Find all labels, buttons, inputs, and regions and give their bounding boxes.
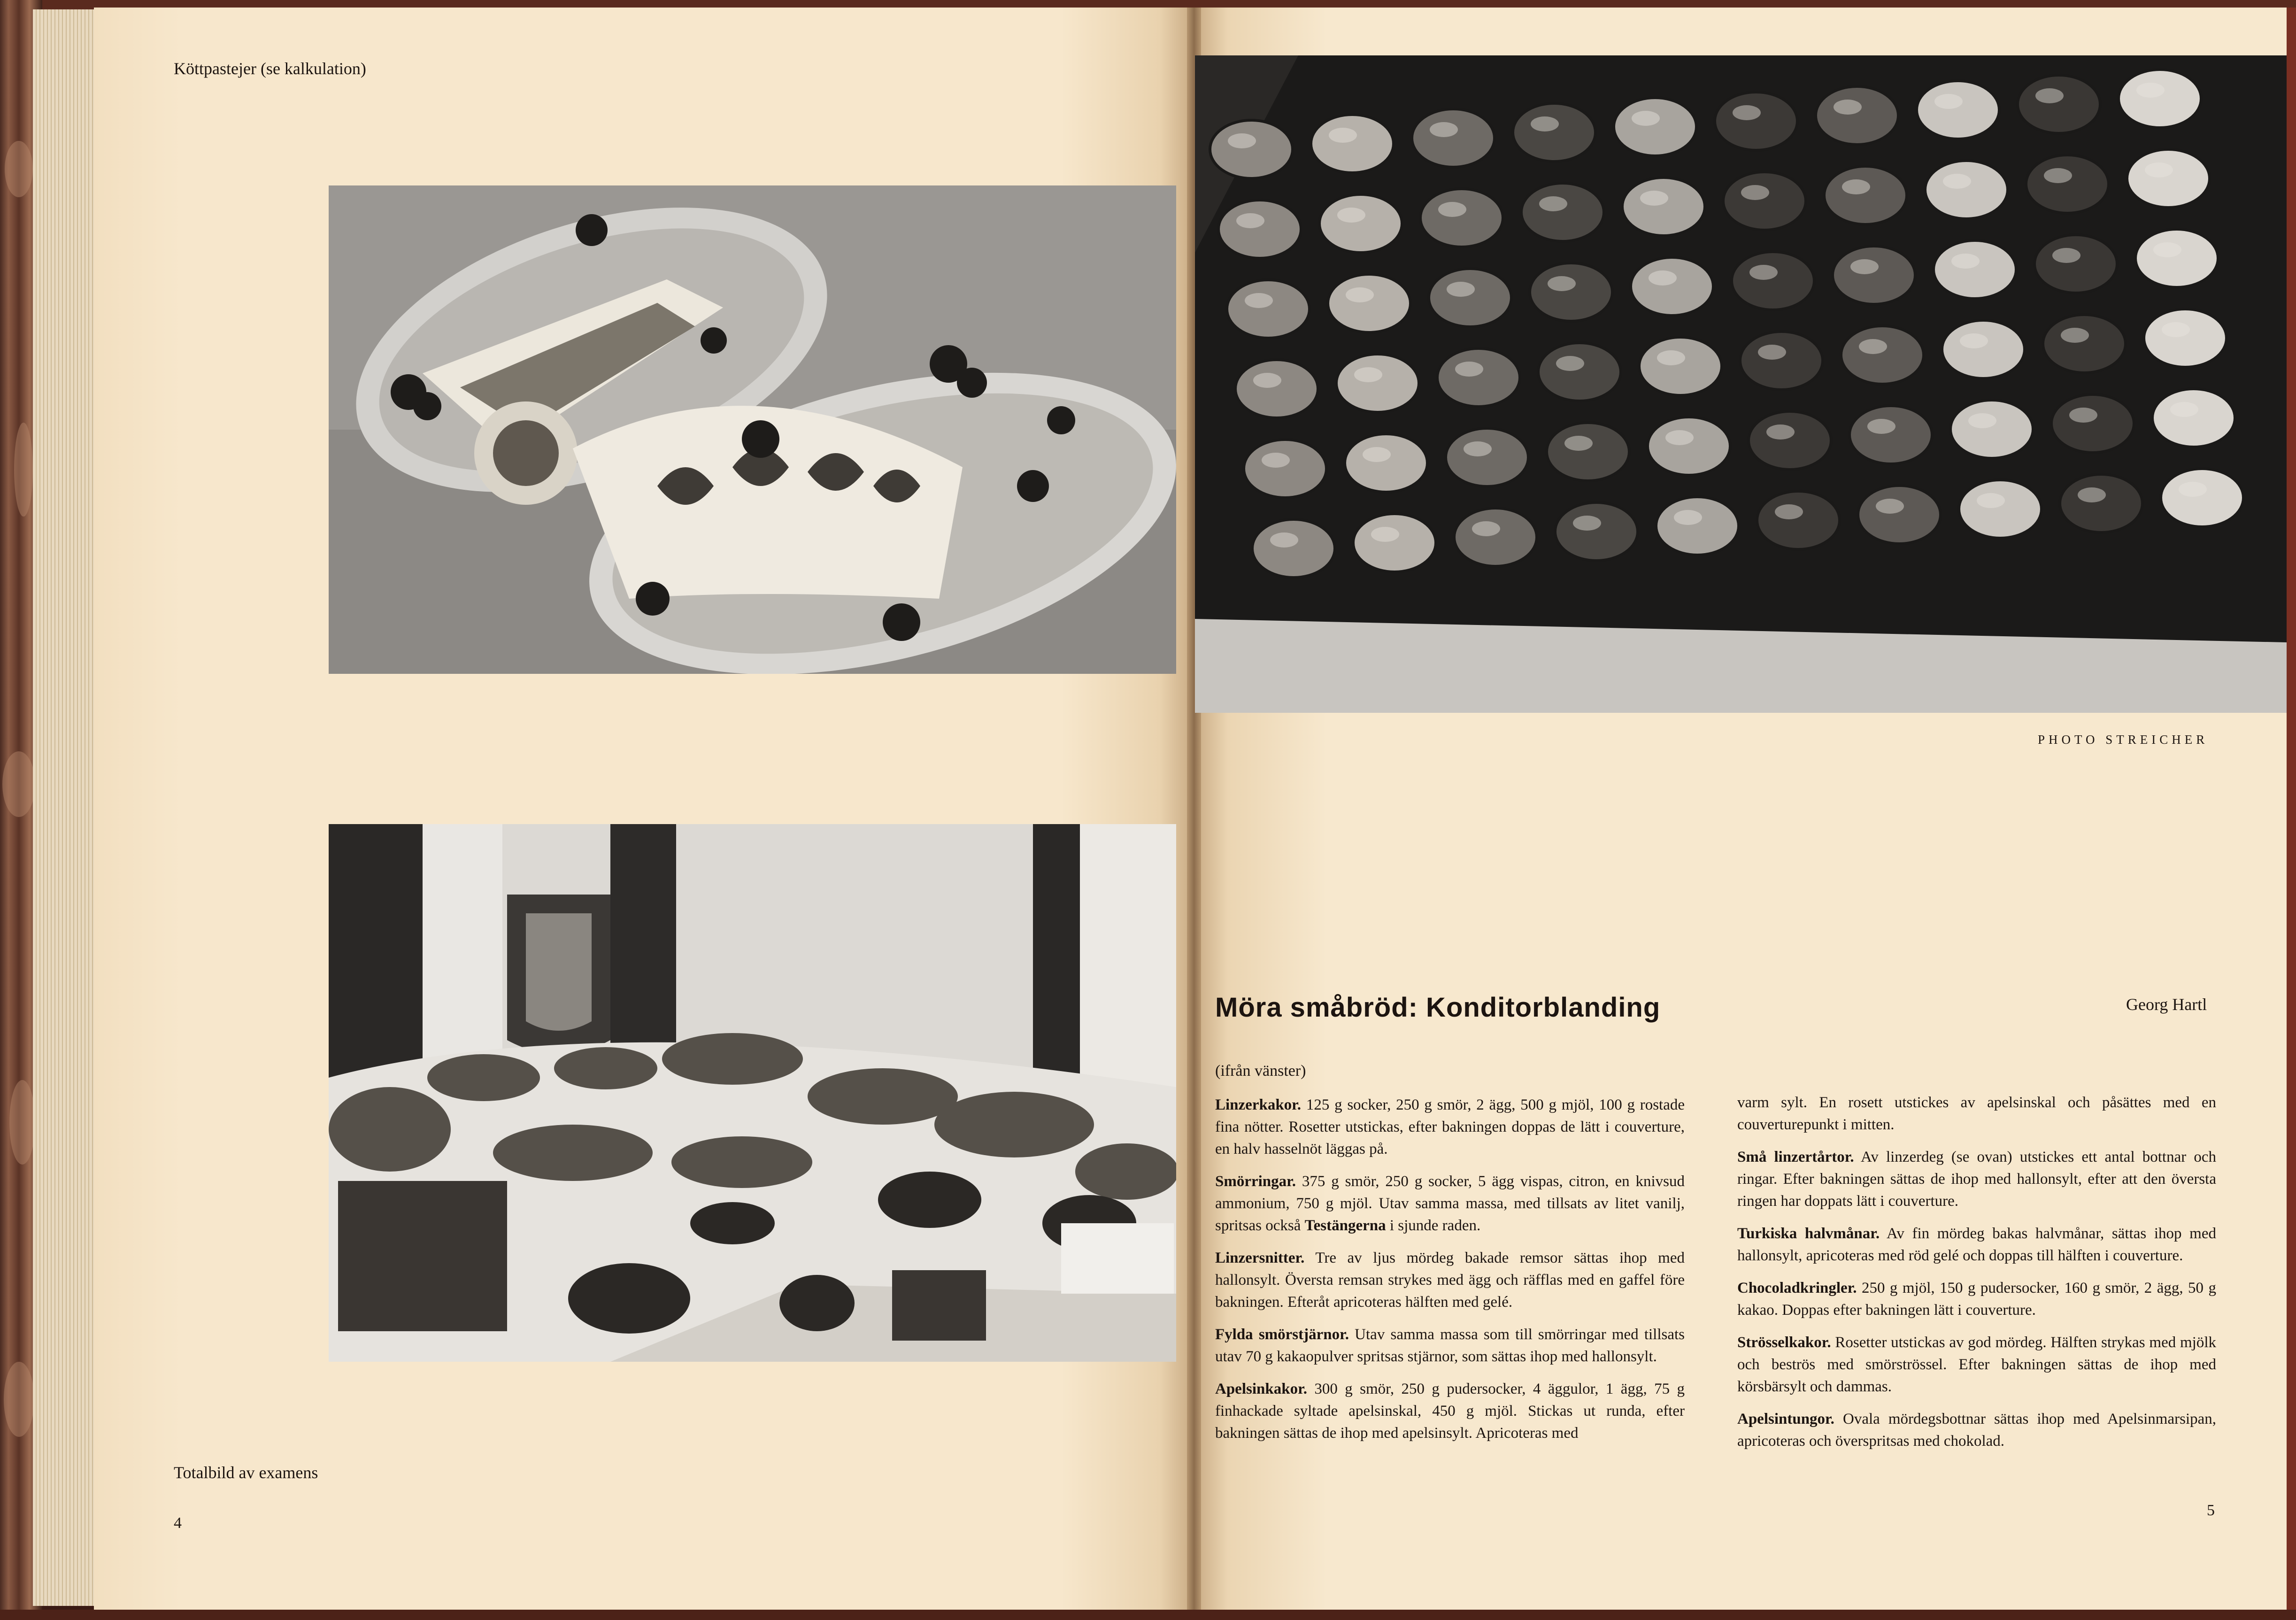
cookie-highlight [1531, 116, 1559, 131]
recipe-name: Linzerkakor. [1215, 1096, 1302, 1113]
recipe-paragraph [1737, 1092, 2216, 1136]
recipe-text: 125 g socker, 250 g smör, 2 ägg, 500 g mjöl, 100 g rostade fina nötter. Rosetter utstickas, efter bakningen doppas de lätt i couverture, en halv hasselnöt läggas på. [1215, 1096, 1685, 1157]
cookie [2127, 149, 2210, 208]
cookie-highlight [2044, 168, 2072, 183]
meat-pies-photo [329, 185, 1176, 674]
cookie [1521, 183, 1604, 241]
cookie [1639, 337, 1722, 395]
recipe-name: Små linzertårtor. [1737, 1149, 1854, 1165]
cookie [1740, 332, 1823, 390]
recipe-paragraph [1737, 1332, 2216, 1398]
recipe-paragraph [1737, 1146, 2216, 1212]
cookie-highlight [1842, 179, 1870, 194]
cookie [1723, 172, 1806, 230]
cookie-highlight [2069, 408, 2097, 423]
cookie-highlight [2061, 328, 2089, 343]
cookie-highlight [2052, 248, 2080, 263]
cookie [1345, 434, 1427, 492]
recipe-text: 375 g smör, 250 g socker, 5 ägg vispas, citron, en knivsud ammonium, 750 g mjöl. Utav samma massa, med tillsats av litet vanilj, spritsas också [1215, 1173, 1685, 1234]
cookie-highlight [1960, 333, 1988, 348]
recipe-paragraph [1215, 1378, 1685, 1444]
recipe-emphasis: Testängerna [1304, 1217, 1386, 1234]
cookie [1959, 480, 2042, 538]
cookies-photo [1195, 55, 2287, 713]
cookie-highlight [1749, 265, 1778, 280]
cookie [1622, 177, 1705, 236]
cookie [1749, 411, 1831, 470]
cookie [1412, 109, 1495, 167]
recipe-text: 250 g mjöl, 150 g pudersocker, 160 g smör, 2 ägg, 50 g kakao. Doppas efter bakningen lätt i couverture. [1737, 1280, 2216, 1319]
cookie-highlight [2153, 242, 2181, 257]
cookie-highlight [2078, 487, 2106, 502]
recipe-column-right [1737, 1092, 2216, 1463]
cookie [1614, 98, 1696, 156]
cookie [1328, 274, 1410, 332]
page-number-left: 4 [174, 1514, 182, 1532]
cookie-highlight [1354, 367, 1382, 382]
cookie [2144, 309, 2227, 367]
cookie-highlight [1876, 499, 1904, 514]
cookie-highlight [1245, 293, 1273, 308]
recipe-name: Linzersnitter. [1215, 1250, 1305, 1266]
cookie [2034, 235, 2117, 293]
cookie [1353, 514, 1436, 572]
photo-caption: Totalbild av examens [174, 1463, 318, 1482]
cookie-highlight [1371, 527, 1399, 542]
cookie [1950, 400, 2033, 458]
cookie [2026, 155, 2109, 213]
recipe-text: varm sylt. En rosett utstickes av apelsinskal och påsättes med en couverturepunkt i mitten. [1737, 1094, 2216, 1133]
cookie-highlight [2170, 402, 2198, 417]
cookie-highlight [1977, 493, 2005, 508]
cookie-highlight [2035, 88, 2064, 103]
cookie [1244, 440, 1326, 498]
recipe-name: Apelsintungor. [1737, 1411, 1834, 1427]
recipe-paragraph [1215, 1247, 1685, 1313]
cookie [1925, 161, 2008, 219]
cookie [2152, 389, 2235, 447]
cookie [1917, 81, 1999, 139]
cookie-highlight [1640, 191, 1668, 206]
cookie-highlight [1859, 339, 1887, 354]
recipe-name: Chocoladkringler. [1737, 1280, 1857, 1296]
cookie [1218, 200, 1301, 258]
cookie-highlight [1674, 510, 1702, 525]
recipe-paragraph [1737, 1277, 2216, 1321]
cookie [1336, 354, 1419, 412]
cookie [1437, 348, 1520, 407]
cookie-highlight [1548, 276, 1576, 291]
recipe-paragraph [1215, 1171, 1685, 1237]
cookie-highlight [1270, 532, 1298, 548]
cookie [1631, 257, 1713, 316]
cookie-highlight [1632, 111, 1660, 126]
cookie-highlight [1438, 202, 1466, 217]
cookie [1732, 252, 1814, 310]
recipe-paragraph [1737, 1223, 2216, 1267]
cookie-highlight [1867, 419, 1895, 434]
cookie-highlight [1564, 436, 1593, 451]
cookie-highlight [1556, 356, 1584, 371]
cookie [1319, 194, 1402, 253]
recipe-name: Smörringar. [1215, 1173, 1296, 1190]
meat-pies-image [329, 185, 1176, 674]
recipe-text: 300 g smör, 250 g pudersocker, 4 äggulor, 1 ägg, 75 g finhackade syltade apelsinskal, 450 g mjöl. Stickas ut runda, efter bakningen sättas de ihop med apelsinsylt. Apricoteras med [1215, 1381, 1685, 1442]
cookie-highlight [1262, 453, 1290, 468]
cookie [1530, 263, 1612, 321]
cookie-highlight [1934, 94, 1963, 109]
cookie-highlight [1573, 516, 1601, 531]
recipe-text: Rosetter utstickas av god mördeg. Hälften strykas med mjölk och beströs med smörströssel. Efter bakningen sättas de ihop med körsbärsylt och dammas. [1737, 1334, 2217, 1395]
cookie [1513, 103, 1595, 162]
cookie-highlight [1943, 174, 1971, 189]
cookie [1454, 508, 1537, 566]
exam-table-photo [329, 824, 1176, 1362]
recipe-name: Fylda smörstjärnor. [1215, 1326, 1349, 1343]
cookie [2018, 75, 2100, 133]
cookie [1833, 246, 1915, 304]
cookie [2043, 315, 2126, 373]
recipe-text: Av linzerdeg (se ovan) utstickes ett antal bottnar och ringar. Efter bakningen sättas de ihop med hallonsylt, efter att den översta ringen har doppats lätt i couverture. [1737, 1149, 2217, 1210]
cookie-highlight [1455, 362, 1483, 377]
cookie [1824, 166, 1907, 224]
cookie [1858, 486, 1941, 544]
page-edges [33, 9, 99, 1606]
cookie [2051, 394, 2134, 453]
cookie [1757, 491, 1840, 549]
cookie [2161, 469, 2243, 527]
cookie-highlight [2136, 83, 2165, 98]
cookie-highlight [1657, 350, 1685, 365]
recipe-paragraph [1737, 1408, 2216, 1452]
cookie [1849, 406, 1932, 464]
cookie-highlight [1733, 105, 1761, 120]
cookie-highlight [1430, 122, 1458, 137]
book-cover-edge [2287, 8, 2296, 1611]
cookie-highlight [1464, 441, 1492, 456]
cookie-highlight [1758, 345, 1786, 360]
cookie [1648, 417, 1730, 475]
recipe-column-left [1215, 1094, 1685, 1455]
cookie-highlight [1472, 521, 1500, 536]
cookie [1555, 502, 1638, 561]
cookie [1227, 280, 1310, 338]
cookie-highlight [1951, 254, 1980, 269]
cookie-highlight [1766, 424, 1795, 440]
cookie-highlight [1228, 133, 1256, 148]
cookie [2119, 69, 2201, 128]
cookie [1538, 343, 1621, 401]
cookie-highlight [1665, 430, 1694, 445]
cookie-highlight [1447, 282, 1475, 297]
exam-buffet-image [329, 824, 1176, 1362]
cookie-highlight [1329, 128, 1357, 143]
cookie-highlight [1968, 413, 1996, 428]
book-cover-bottom [0, 1610, 2296, 1620]
cookie [1235, 360, 1318, 418]
recipe-text: Av fin mördeg bakas halvmånar, sättas ihop med hallonsylt, apricoteras med röd gelé och doppas till hälften i couverture. [1737, 1225, 2216, 1264]
cookie [1311, 115, 1394, 173]
cookie [1816, 86, 1898, 145]
intro-note: (ifrån vänster) [1215, 1062, 1306, 1080]
cookie-highlight [1850, 259, 1879, 274]
cookie [1210, 120, 1293, 178]
recipe-name: Strösselkakor. [1737, 1334, 1831, 1351]
cookie-highlight [1834, 100, 1862, 115]
article-title: Möra småbröd: Konditorblanding [1215, 992, 1661, 1023]
cookie [1252, 519, 1335, 578]
running-head: Köttpastejer (se kalkulation) [174, 59, 366, 78]
cookie-highlight [1539, 196, 1567, 211]
recipe-text: i sjunde raden. [1389, 1217, 1481, 1234]
cookie-highlight [1649, 270, 1677, 285]
recipe-text: Utav samma massa som till smörringar med tillsats utav 70 g kakaopulver spritsas stjärnor, som sättas ihop med hallonsylt. [1215, 1326, 1685, 1365]
recipe-text: Ovala mördegsbottnar sättas ihop med Apelsinmarsipan, apricoteras och överspritsas med chokolad. [1737, 1411, 2217, 1450]
cookie [1429, 269, 1511, 327]
page-number-right: 5 [2207, 1502, 2215, 1519]
cookie [1934, 240, 2016, 299]
cookie [2060, 474, 2142, 532]
cookie-highlight [1253, 373, 1281, 388]
cookie-assortment-image [1195, 55, 2287, 713]
cookie [2135, 229, 2218, 287]
cookie-highlight [1346, 287, 1374, 302]
cookie-highlight [2145, 162, 2173, 177]
recipe-name: Apelsinkakor. [1215, 1381, 1307, 1397]
cookie [1942, 320, 2025, 378]
cookie-highlight [2179, 482, 2207, 497]
cookie-highlight [1337, 208, 1365, 223]
recipe-paragraph [1215, 1094, 1685, 1160]
recipe-name: Turkiska halvmånar. [1737, 1225, 1880, 1242]
cookie [1715, 92, 1797, 150]
photo-credit: PHOTO STREICHER [2038, 733, 2209, 747]
cookie [1420, 189, 1503, 247]
cookie [1547, 423, 1629, 481]
cookie-highlight [1741, 185, 1769, 200]
cookie [1656, 497, 1739, 555]
cookie [1841, 326, 1924, 384]
cookie-highlight [1363, 447, 1391, 462]
cookie-highlight [1775, 504, 1803, 519]
recipe-text: Tre av ljus mördeg bakade remsor sättas ihop med hallonsylt. Översta remsan strykes med ägg och räfflas med en gaffel före bakningen. Efteråt apricoteras hälften med gelé. [1215, 1250, 1685, 1311]
cookie [1446, 428, 1528, 486]
cookie-highlight [1236, 213, 1264, 228]
article-author: Georg Hartl [2126, 995, 2207, 1014]
cookie-highlight [2162, 322, 2190, 337]
recipe-paragraph [1215, 1324, 1685, 1368]
